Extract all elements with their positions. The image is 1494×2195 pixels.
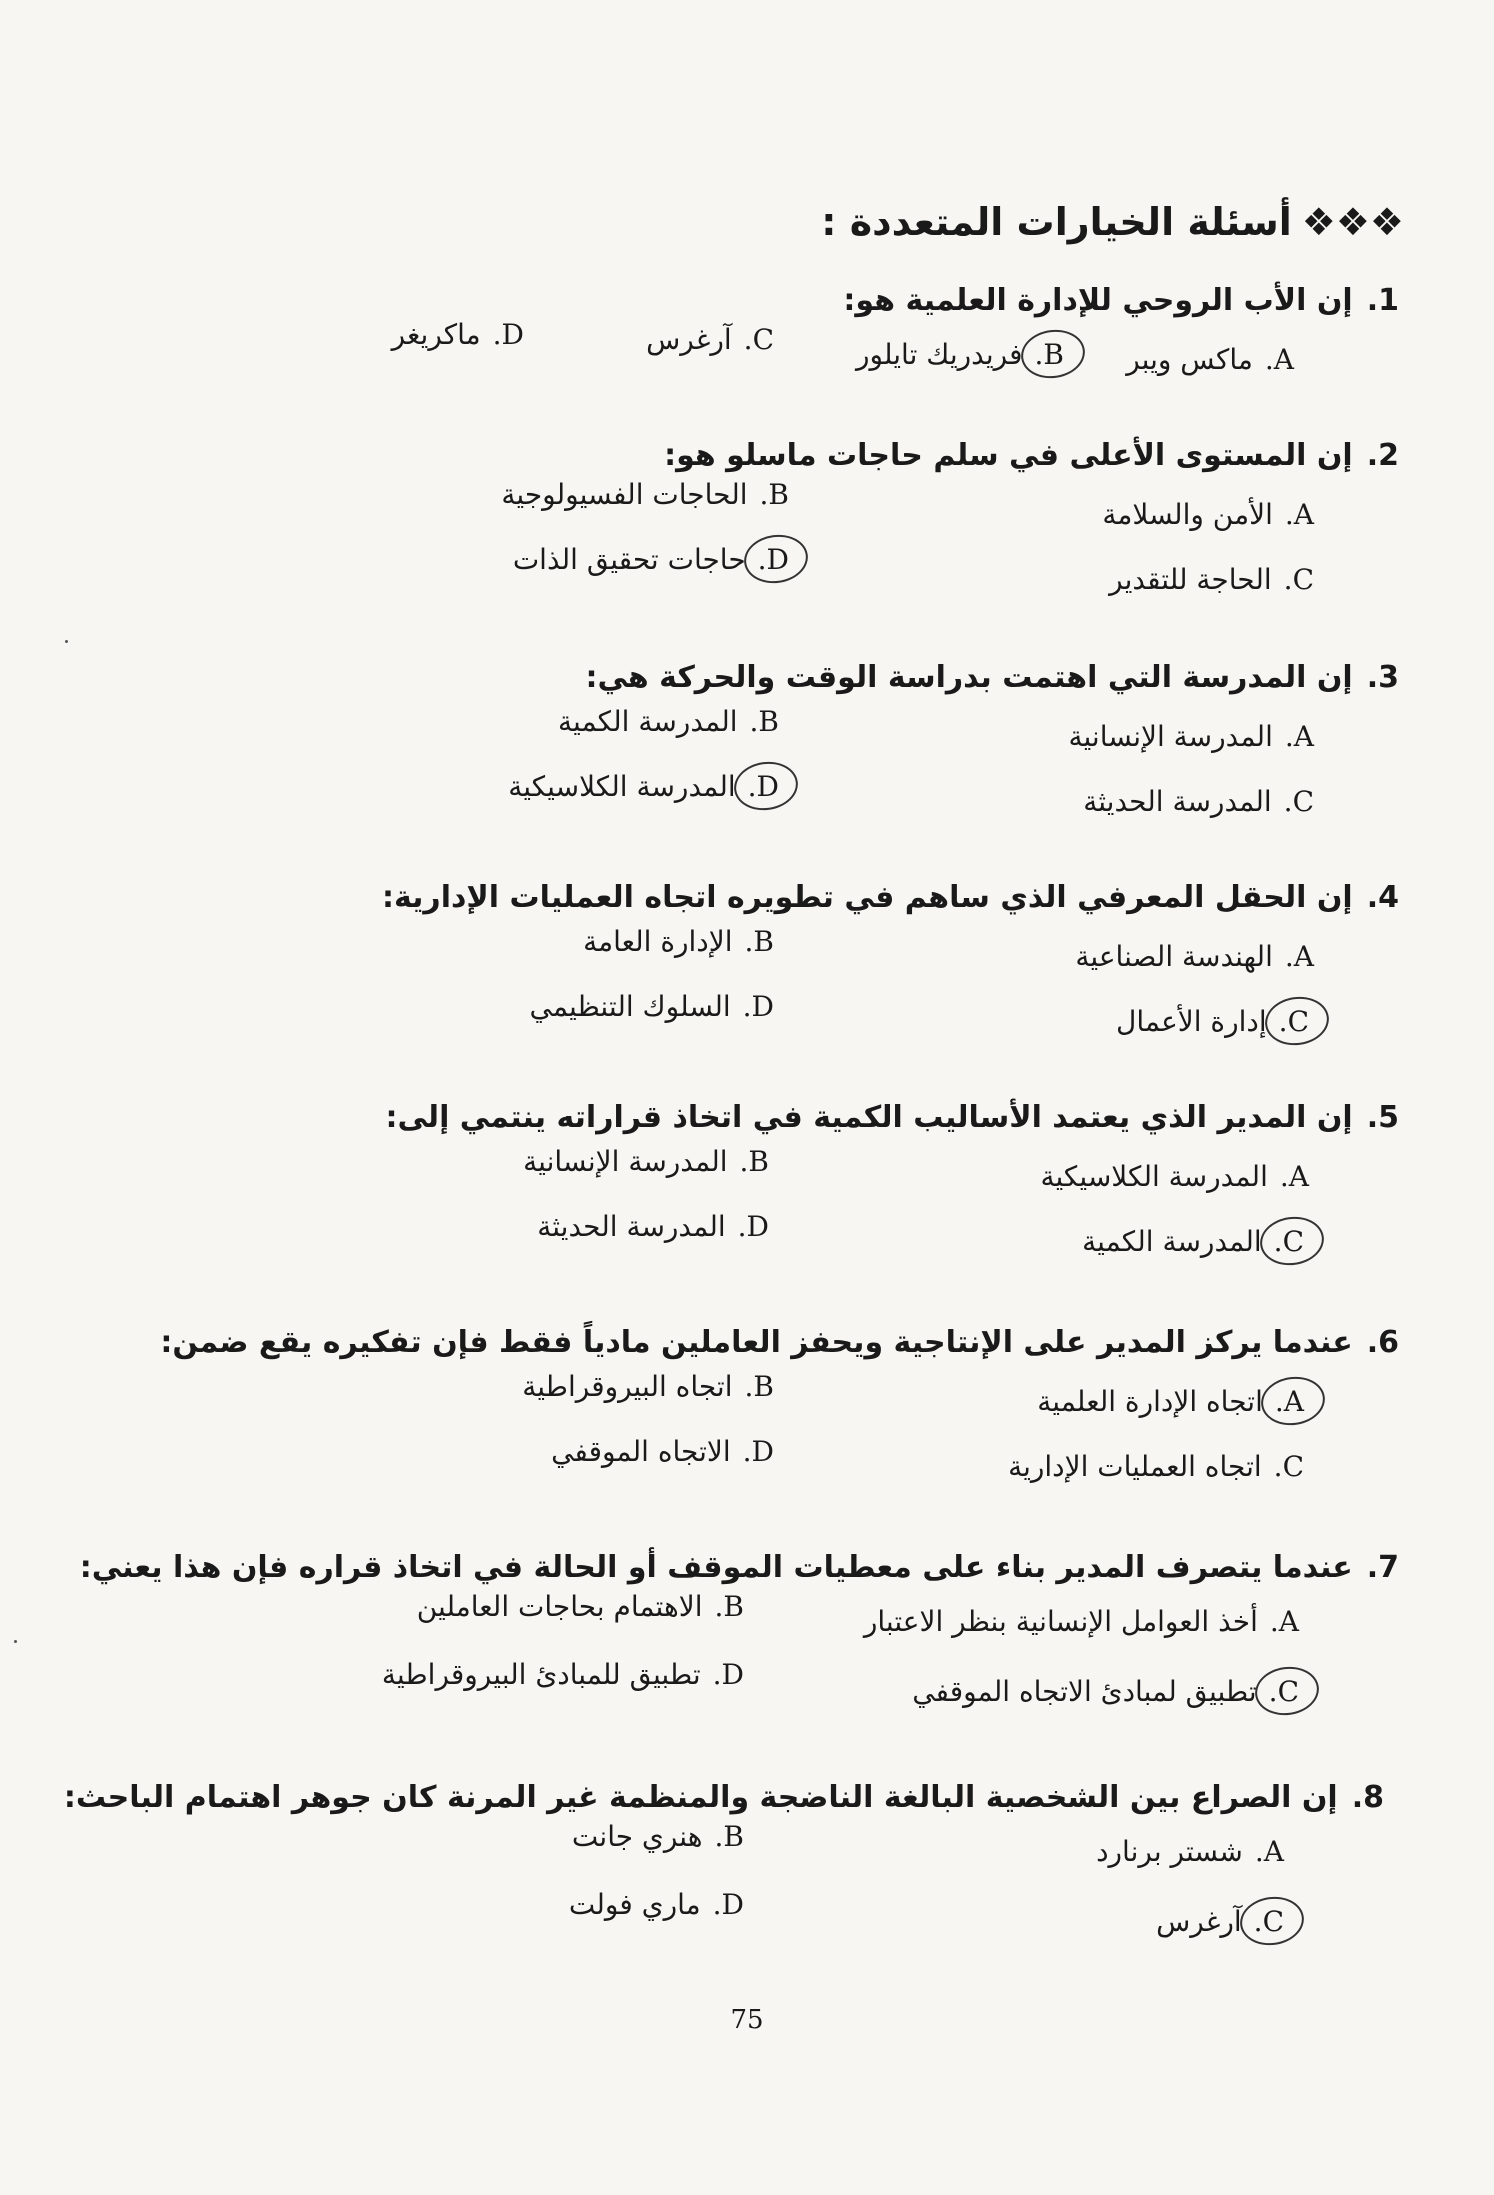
question-number: 6.: [1366, 1325, 1399, 1360]
answer-circle: C.: [1268, 1675, 1299, 1708]
question-text: إن الأب الروحي للإدارة العلمية هو:: [843, 283, 1353, 318]
question-text: إن المدير الذي يعتمد الأساليب الكمية في اتخاذ قراراته ينتمي إلى:: [385, 1100, 1353, 1135]
option-b: B.المدرسة الكمية: [558, 705, 779, 738]
option-a: A.المدرسة الإنسانية: [1068, 720, 1314, 753]
answer-circle: C.: [1278, 1005, 1309, 1038]
option-b: B.الاهتمام بحاجات العاملين: [416, 1590, 744, 1623]
question-number: 1.: [1366, 283, 1399, 318]
option-c: C.الحاجة للتقدير: [1109, 563, 1314, 596]
option-d: D.ماري فولت: [568, 1888, 744, 1921]
option-d: D.حاجات تحقيق الذات: [512, 543, 789, 576]
question-number: 8.: [1351, 1780, 1384, 1815]
option-d: D.الاتجاه الموقفي: [551, 1435, 774, 1468]
question-number: 5.: [1366, 1100, 1399, 1135]
answer-circle: A.: [1274, 1385, 1304, 1418]
option-a: A.ماكس ويبر: [1126, 343, 1294, 376]
option-b: B.الإدارة العامة: [583, 925, 774, 958]
option-b: B.المدرسة الإنسانية: [523, 1145, 769, 1178]
option-c: C.آرغرس: [646, 323, 774, 356]
option-d: D.المدرسة الكلاسيكية: [508, 770, 779, 803]
question-number: 3.: [1366, 660, 1399, 695]
question-number: 2.: [1366, 438, 1399, 473]
answer-circle: C.: [1273, 1225, 1304, 1258]
option-c: C.إدارة الأعمال: [1116, 1005, 1309, 1038]
section-title: [821, 200, 1404, 244]
option-a: A.الأمن والسلامة: [1102, 498, 1314, 531]
option-b: B.فريدريك تايلور: [856, 338, 1064, 371]
question-text: عندما يركز المدير على الإنتاجية ويحفز العاملين مادياً فقط فإن تفكيره يقع ضمن:: [160, 1325, 1353, 1360]
page-number: 75: [730, 2005, 764, 2035]
answer-circle: D.: [747, 770, 779, 803]
question-number: 4.: [1366, 880, 1399, 915]
question-text: إن الحقل المعرفي الذي ساهم في تطويره اتجاه العمليات الإدارية:: [381, 880, 1353, 915]
option-a: A.الهندسة الصناعية: [1075, 940, 1314, 973]
scan-speck: [65, 640, 68, 643]
question-text: إن الصراع بين الشخصية البالغة الناضجة والمنظمة غير المرنة كان جوهر اهتمام الباحث:: [63, 1780, 1338, 1815]
option-c: C.تطبيق لمبادئ الاتجاه الموقفي: [912, 1675, 1299, 1708]
option-d: D.المدرسة الحديثة: [537, 1210, 769, 1243]
option-a: A.أخذ العوامل الإنسانية بنظر الاعتبار: [863, 1605, 1299, 1638]
answer-circle: C.: [1253, 1905, 1284, 1938]
option-a: A.المدرسة الكلاسيكية: [1040, 1160, 1309, 1193]
scan-speck: [14, 1640, 17, 1643]
option-d: D.السلوك التنظيمي: [529, 990, 774, 1023]
answer-circle: B.: [1034, 338, 1064, 371]
option-d: D.ماكريغر: [391, 318, 524, 351]
question-text: إن المدرسة التي اهتمت بدراسة الوقت والحركة هي:: [585, 660, 1353, 695]
option-a: A.اتجاه الإدارة العلمية: [1037, 1385, 1304, 1418]
section-title-text: أسئلة الخيارات المتعددة :: [821, 200, 1292, 244]
question-text: عندما يتصرف المدير بناء على معطيات الموقف أو الحالة في اتخاذ قراره فإن هذا يعني:: [79, 1550, 1353, 1585]
option-c: C.اتجاه العمليات الإدارية: [1008, 1450, 1304, 1483]
question-number: 7.: [1366, 1550, 1399, 1585]
option-c: C.آرغرس: [1156, 1905, 1284, 1938]
diamond-bullets-icon: ❖❖❖: [1301, 200, 1404, 244]
option-c: C.المدرسة الكمية: [1082, 1225, 1304, 1258]
option-b: B.الحاجات الفسيولوجية: [501, 478, 789, 511]
answer-circle: D.: [757, 543, 789, 576]
option-b: B.هنري جانت: [571, 1820, 744, 1853]
option-a: A.شستر برنارد: [1096, 1835, 1284, 1868]
question-text: إن المستوى الأعلى في سلم حاجات ماسلو هو:: [664, 438, 1353, 473]
option-c: C.المدرسة الحديثة: [1083, 785, 1314, 818]
option-b: B.اتجاه البيروقراطية: [522, 1370, 774, 1403]
option-d: D.تطبيق للمبادئ البيروقراطية: [381, 1658, 744, 1691]
